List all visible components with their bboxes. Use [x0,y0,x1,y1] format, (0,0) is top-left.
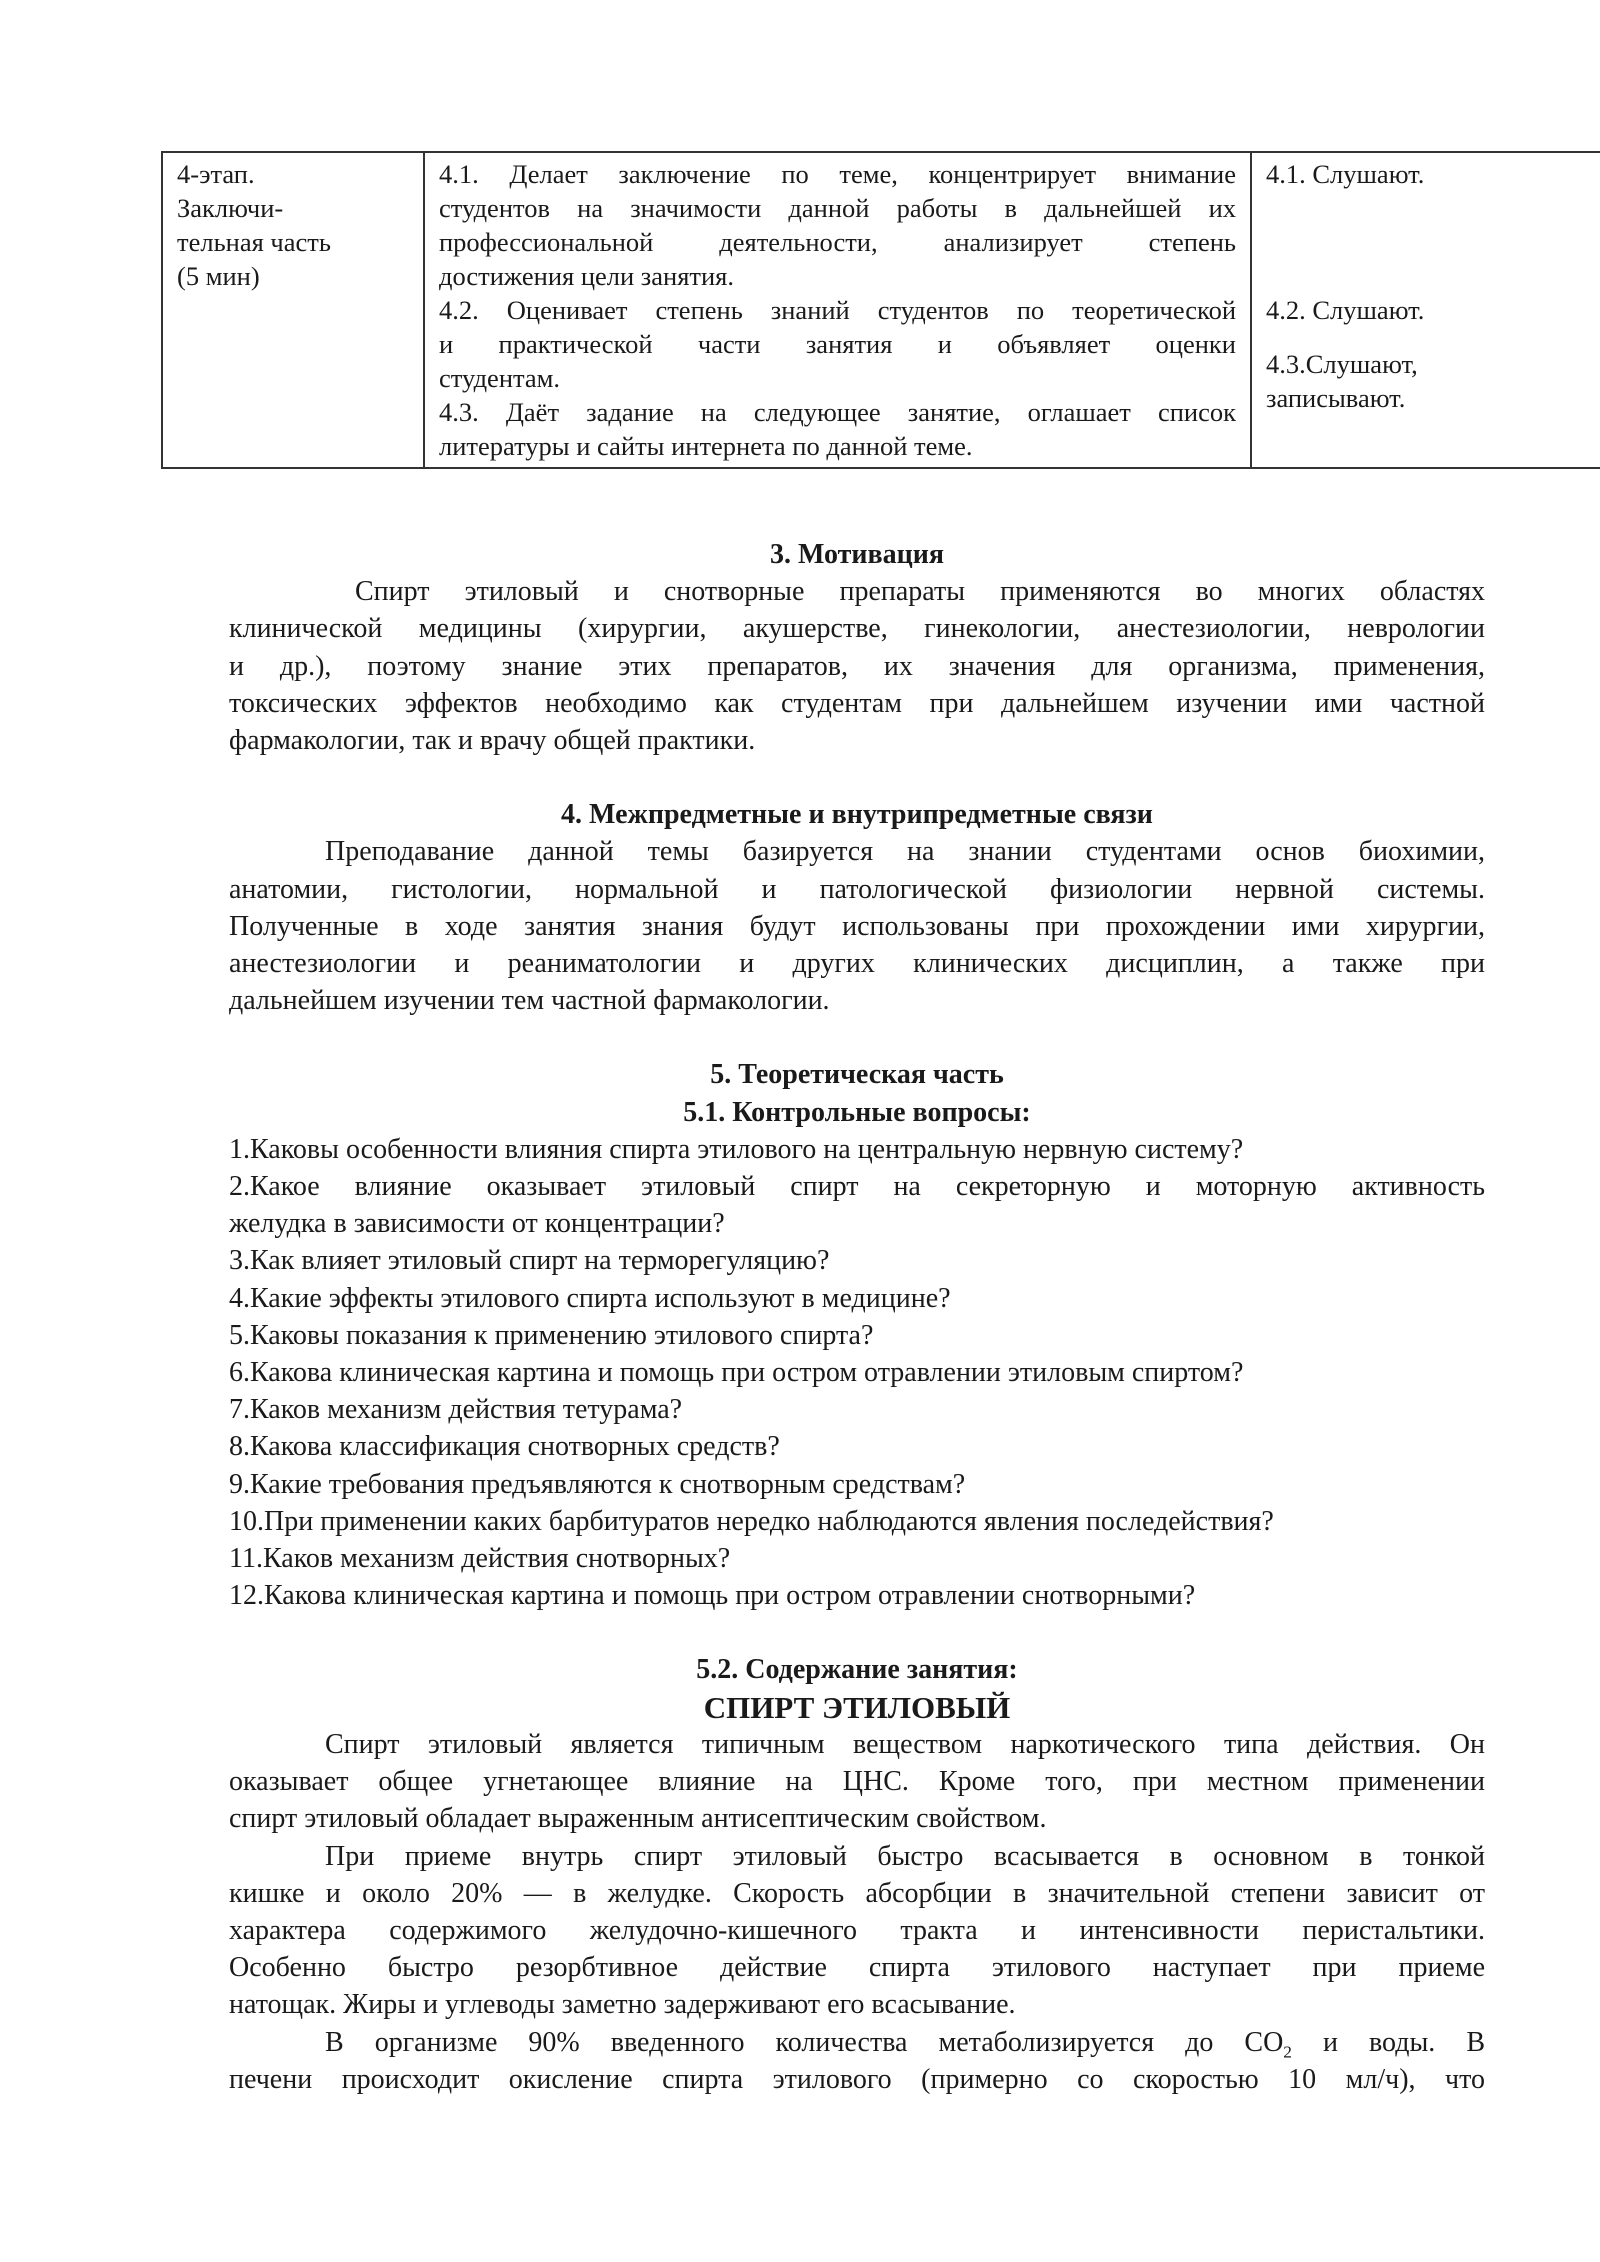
text-line: Спирт этиловый и снотворные препараты применяются во многих областях [355,576,1485,608]
section-heading-links: 4. Межпредметные и внутрипредметные связи [561,799,1153,831]
list-item: 8.Какова классификация снотворных средств? [229,1431,780,1463]
teacher-line: и практической части занятия и объявляет оценки [439,329,1236,359]
text-line: характера содержимого желудочно-кишечного тракта и интенсивности перистальтики. [229,1914,1485,1946]
stage-line: 4-этап. [177,159,255,189]
text-line: кишке и около 20% — в желудке. Скорость абсорбции в значительной степени зависит от [229,1877,1485,1909]
subsection-heading-content: 5.2. Содержание занятия: [696,1654,1018,1686]
text-line: токсических эффектов необходимо как студентам при дальнейшем изучении ими частной [229,687,1485,719]
links-paragraph [229,833,1485,1019]
list-item: 7.Каков механизм действия тетурама? [229,1394,683,1426]
spacer [229,759,1485,796]
list-item: 4.Какие эффекты этилового спирта используют в медицине? [229,1282,951,1314]
text-line: При приеме внутрь спирт этиловый быстро всасывается в основном в тонкой [325,1840,1485,1872]
teacher-line: студентам. [439,363,561,393]
text-line: и др.), поэтому знание этих препаратов, их значения для организма, применения, [229,650,1485,682]
spacer [1266,259,1600,293]
text-line: клинической медицины (хирургии, акушерстве, гинекологии, анестезиологии, неврологии [229,613,1485,645]
content-paragraph [229,2024,1485,2098]
teacher-activity-cell [424,152,1251,468]
section-heading-theory: 5. Теоретическая часть [710,1059,1004,1091]
topic-heading: СПИРТ ЭТИЛОВЫЙ [703,1689,1011,1725]
text-line: анатомии, гистологии, нормальной и патологической физиологии нервной системы. [229,873,1485,905]
student-line: 4.3.Слушают, [1266,349,1418,379]
text-line: печени происходит окисление спирта этилового (примерно со скоростью 10 мл/ч), что [229,2063,1485,2095]
teacher-line: литературы и сайты интернета по данной теме. [439,431,973,461]
list-item: 6.Какова клиническая картина и помощь при остром отравлении этиловым спиртом? [229,1357,1244,1389]
teacher-line: 4.2. Оценивает степень знаний студентов по теоретической [439,295,1236,325]
teacher-line: профессиональной деятельности, анализирует степень [439,227,1236,257]
list-item: 2.Какое влияние оказывает этиловый спирт на секреторную и моторную активность [229,1171,1485,1203]
table-row [162,152,1600,468]
teacher-line: 4.3. Даёт задание на следующее занятие, оглашает список [439,397,1236,427]
content-paragraph [229,1838,1485,2024]
list-item: 12.Какова клиническая картина и помощь при остром отравлении снотворными? [229,1580,1196,1612]
stage-line: Заключи- [177,193,284,223]
text-line: Полученные в ходе занятия знания будут использованы при прохождении ими хирургии, [229,910,1485,942]
text-line [229,2024,1485,2061]
motivation-paragraph [229,573,1485,759]
subsection-heading-questions: 5.1. Контрольные вопросы: [683,1096,1031,1128]
text-line: Особенно быстро резорбтивное действие спирта этилового наступает при приеме [229,1952,1485,1984]
document-body [229,536,1485,2098]
student-line: 4.2. Слушают. [1266,295,1425,325]
text-line: Спирт этиловый является типичным веществом наркотического типа действия. Он [325,1728,1485,1760]
student-line: записывают. [1266,383,1406,413]
spacer [229,1614,1485,1651]
stage-line: тельная часть [177,227,331,257]
teacher-line: студентов на значимости данной работы в дальнейшей их [439,193,1236,223]
list-item: 3.Как влияет этиловый спирт на терморегуляцию? [229,1245,830,1277]
text-line: фармакологии, так и врачу общей практики. [229,725,756,757]
control-questions-list [229,1131,1485,1615]
text-line: оказывает общее угнетающее влияние на ЦНС. Кроме того, при местном применении [229,1766,1485,1798]
spacer [229,1019,1485,1056]
student-line: 4.1. Слушают. [1266,159,1425,189]
text-line: спирт этиловый обладает выраженным антисептическим свойством. [229,1803,1047,1835]
list-item: 9.Какие требования предъявляются к снотворным средствам? [229,1468,966,1500]
subscript: 2 [1283,2042,1292,2062]
list-item: 5.Каковы показания к применению этилового спирта? [229,1319,874,1351]
content-paragraph [229,1726,1485,1838]
stage-cell [162,152,424,468]
list-item: желудка в зависимости от концентрации? [229,1208,725,1240]
text-line: анестезиологии и реаниматологии и других клинических дисциплин, а также при [229,948,1485,980]
section-heading-motivation: 3. Мотивация [769,539,945,570]
student-activity-cell [1251,152,1600,468]
text-line: дальнейшем изучении тем частной фармакологии. [229,985,830,1017]
teacher-line: достижения цели занятия. [439,261,734,291]
spacer [1266,327,1600,347]
text-fragment: и воды. В [1291,2026,1485,2058]
list-item: 10.При применении каких барбитуратов нередко наблюдаются явления последействия? [229,1505,1274,1537]
text-fragment: В организме 90% введенного количества метаболизируется до CO [325,2026,1284,2058]
list-item: 1.Каковы особенности влияния спирта этилового на центральную нервную систему? [229,1133,1244,1165]
text-line: натощак. Жиры и углеводы заметно задерживают его всасывание. [229,1989,1016,2021]
stage-table [161,151,1600,469]
stage-line: (5 мин) [177,261,260,291]
text-line: Преподавание данной темы базируется на знании студентами основ биохимии, [325,836,1485,868]
spacer [1266,191,1600,259]
list-item: 11.Каков механизм действия снотворных? [229,1543,731,1575]
teacher-line: 4.1. Делает заключение по теме, концентрирует внимание [439,159,1236,189]
